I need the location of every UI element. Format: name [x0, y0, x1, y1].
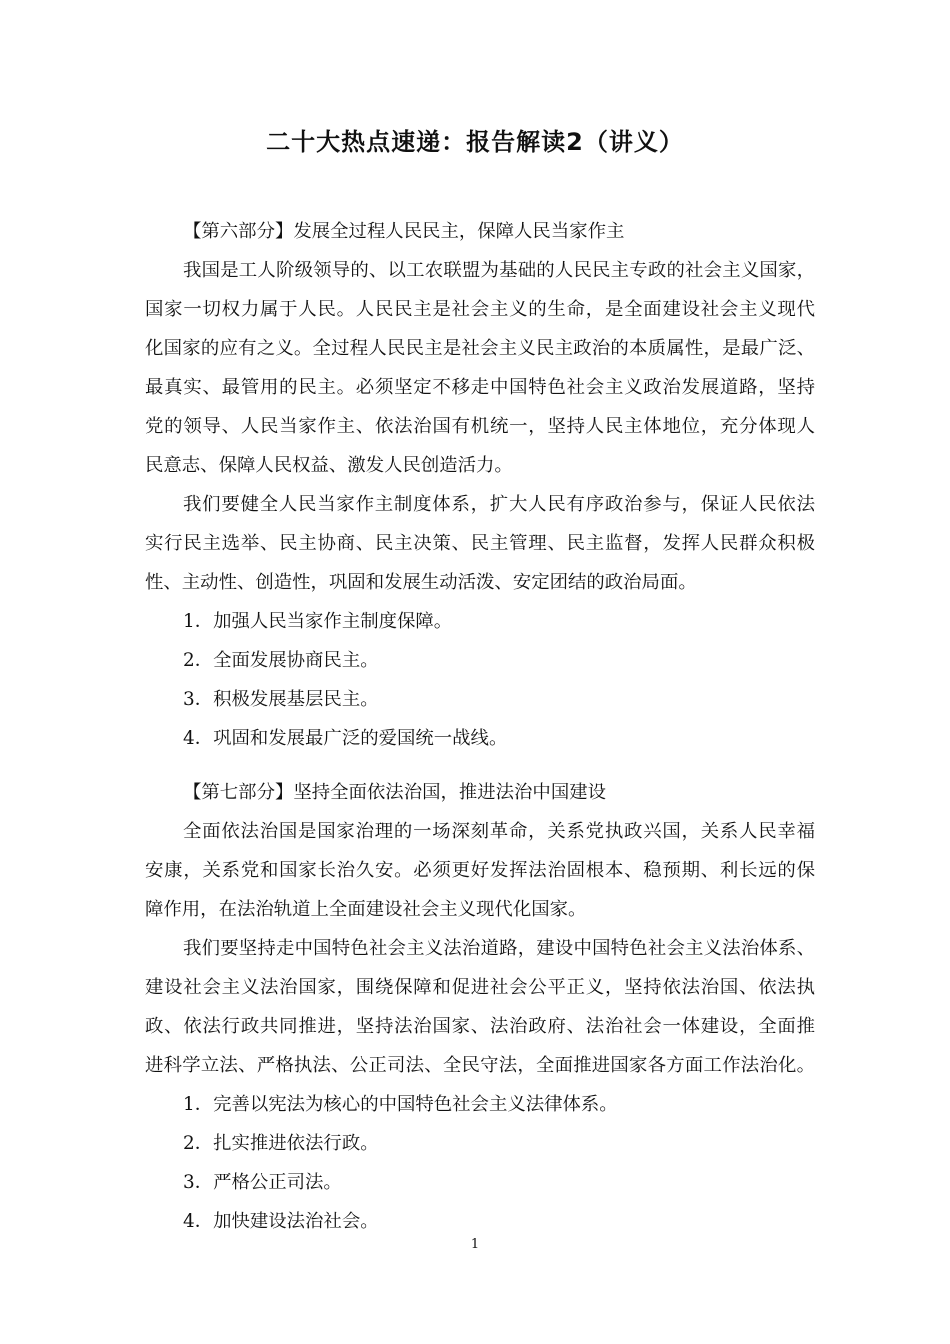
section7-para2-line: 建设社会主义法治国家，围绕保障和促进社会公平正义，坚持依法治国、依法执 [145, 977, 815, 998]
section7-list-item: 3．严格公正司法。 [183, 1172, 342, 1193]
section7-list-item: 4．加快建设法治社会。 [183, 1211, 379, 1232]
document-title: 二十大热点速递：报告解读2（讲义） [266, 128, 684, 156]
section6-list-item: 2．全面发展协商民主。 [183, 650, 379, 671]
section7-list-item: 1．完善以宪法为核心的中国特色社会主义法律体系。 [183, 1094, 618, 1115]
section6-list-item: 4．巩固和发展最广泛的爱国统一战线。 [183, 728, 508, 749]
page-number: 1 [470, 1237, 480, 1252]
section6-para1-line: 最真实、最管用的民主。必须坚定不移走中国特色社会主义政治发展道路，坚持 [145, 377, 815, 398]
section7-para1-line: 全面依法治国是国家治理的一场深刻革命，关系党执政兴国，关系人民幸福 [183, 821, 815, 842]
section7-para1-line: 障作用，在法治轨道上全面建设社会主义现代化国家。 [145, 899, 587, 920]
section7-para1-line: 安康，关系党和国家长治久安。必须更好发挥法治固根本、稳预期、利长远的保 [145, 860, 815, 881]
section6-para1-line: 党的领导、人民当家作主、依法治国有机统一，坚持人民主体地位，充分体现人 [145, 416, 815, 437]
section6-list-item: 3．积极发展基层民主。 [183, 689, 379, 710]
section6-para2-line: 我们要健全人民当家作主制度体系，扩大人民有序政治参与，保证人民依法 [183, 494, 815, 515]
section7-list-item: 2．扎实推进依法行政。 [183, 1133, 379, 1154]
section6-para2-line: 实行民主选举、民主协商、民主决策、民主管理、民主监督，发挥人民群众积极 [145, 533, 815, 554]
section6-para1-line: 民意志、保障人民权益、激发人民创造活力。 [145, 455, 513, 476]
section6-para1-line: 我国是工人阶级领导的、以工农联盟为基础的人民民主专政的社会主义国家， [183, 260, 815, 281]
section6-heading: 【第六部分】发展全过程人民民主，保障人民当家作主 [183, 221, 625, 242]
section7-para2-line: 进科学立法、严格执法、公正司法、全民守法，全面推进国家各方面工作法治化。 [145, 1055, 815, 1076]
section7-para2-line: 政、依法行政共同推进，坚持法治国家、法治政府、法治社会一体建设，全面推 [145, 1016, 815, 1037]
section7-para2-line: 我们要坚持走中国特色社会主义法治道路，建设中国特色社会主义法治体系、 [183, 938, 815, 959]
section6-list-item: 1．加强人民当家作主制度保障。 [183, 611, 453, 632]
section6-para1-line: 化国家的应有之义。全过程人民民主是社会主义民主政治的本质属性，是最广泛、 [145, 338, 815, 359]
section6-para2-line: 性、主动性、创造性，巩固和发展生动活泼、安定团结的政治局面。 [145, 572, 697, 593]
section7-heading: 【第七部分】坚持全面依法治国，推进法治中国建设 [183, 782, 606, 803]
section6-para1-line: 国家一切权力属于人民。人民民主是社会主义的生命，是全面建设社会主义现代 [145, 299, 815, 320]
